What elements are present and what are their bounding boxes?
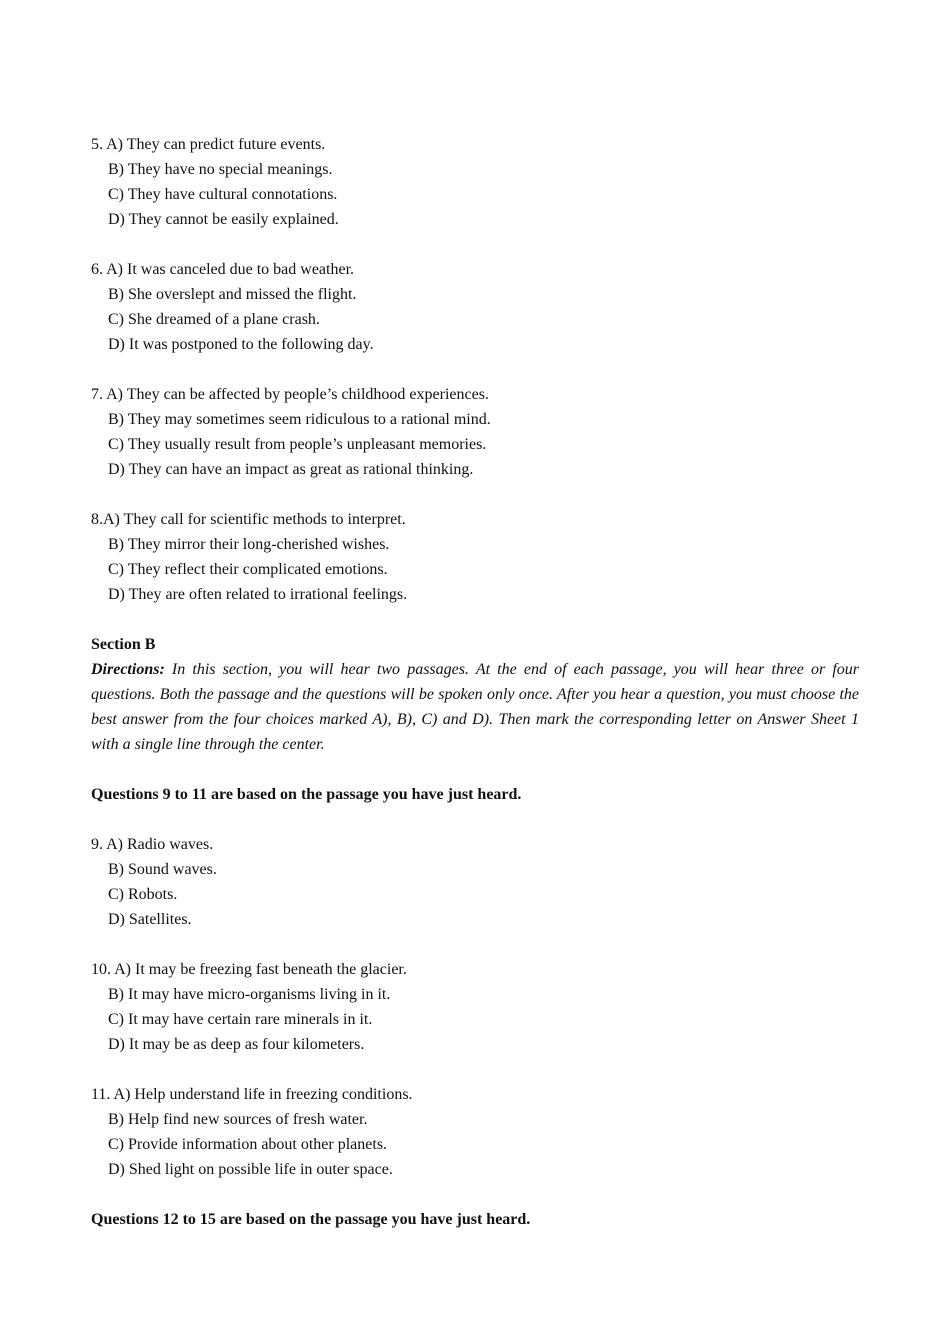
spacer	[91, 1182, 859, 1207]
question-9-option-b: B) Sound waves.	[108, 861, 217, 878]
question-7-option-b: B) They may sometimes seem ridiculous to a rational mind.	[108, 411, 491, 428]
question-7-option-c: C) They usually result from people’s unpleasant memories.	[108, 436, 487, 453]
question-11-option-c: C) Provide information about other planets.	[108, 1136, 388, 1153]
question-10-option-a: 10. A) It may be freezing fast beneath the glacier.	[91, 961, 407, 978]
question-5-option-c: C) They have cultural connotations.	[108, 186, 338, 203]
spacer	[91, 232, 859, 257]
question-6-option-c: C) She dreamed of a plane crash.	[108, 311, 320, 328]
question-5	[91, 132, 859, 232]
question-6	[91, 257, 859, 357]
question-group-heading-2: Questions 12 to 15 are based on the passage you have just heard.	[91, 1211, 531, 1228]
spacer	[91, 1057, 859, 1082]
question-6-option-b: B) She overslept and missed the flight.	[108, 286, 357, 303]
question-6-option-a: 6. A) It was canceled due to bad weather.	[91, 261, 355, 278]
spacer	[91, 607, 859, 632]
question-11	[91, 1082, 859, 1182]
question-6-option-d: D) It was postponed to the following day.	[108, 336, 374, 353]
question-5-option-d: D) They cannot be easily explained.	[108, 211, 339, 228]
question-11-option-a: 11. A) Help understand life in freezing conditions.	[91, 1086, 413, 1103]
spacer	[91, 757, 859, 782]
question-7-option-a: 7. A) They can be affected by people’s childhood experiences.	[91, 386, 489, 403]
question-11-option-b: B) Help find new sources of fresh water.	[108, 1111, 368, 1128]
question-5-option-b: B) They have no special meanings.	[108, 161, 333, 178]
question-9	[91, 832, 859, 932]
question-7	[91, 382, 859, 482]
spacer	[91, 357, 859, 382]
question-8-option-d: D) They are often related to irrational feelings.	[108, 586, 408, 603]
question-5-option-a: 5. A) They can predict future events.	[91, 136, 326, 153]
question-9-option-c: C) Robots.	[108, 886, 178, 903]
directions-text: In this section, you will hear two passages. At the end of each passage, you will hear three or four questions. Both the passage and the questions will be spoken only once. After you hear a question, you must choose the best answer from the four choices marked A), B), C) and D). Then mark the corresponding letter on Answer Sheet 1 with a single line through the center.	[91, 661, 859, 753]
question-7-option-d: D) They can have an impact as great as rational thinking.	[108, 461, 474, 478]
question-10-option-b: B) It may have micro-organisms living in it.	[108, 986, 391, 1003]
spacer	[91, 932, 859, 957]
spacer	[91, 482, 859, 507]
section-title: Section B	[91, 636, 156, 653]
question-10	[91, 957, 859, 1057]
directions-label: Directions:	[91, 661, 165, 678]
question-11-option-d: D) Shed light on possible life in outer space.	[108, 1161, 393, 1178]
question-8-option-a: 8.A) They call for scientific methods to interpret.	[91, 511, 406, 528]
question-10-option-d: D) It may be as deep as four kilometers.	[108, 1036, 365, 1053]
question-8	[91, 507, 859, 607]
question-group-heading: Questions 9 to 11 are based on the passage you have just heard.	[91, 786, 522, 803]
question-8-option-b: B) They mirror their long-cherished wishes.	[108, 536, 390, 553]
document-page	[91, 132, 859, 1232]
question-8-option-c: C) They reflect their complicated emotions.	[108, 561, 388, 578]
directions-paragraph	[91, 657, 859, 757]
spacer	[91, 807, 859, 832]
question-10-option-c: C) It may have certain rare minerals in it.	[108, 1011, 373, 1028]
question-9-option-a: 9. A) Radio waves.	[91, 836, 214, 853]
question-9-option-d: D) Satellites.	[108, 911, 192, 928]
